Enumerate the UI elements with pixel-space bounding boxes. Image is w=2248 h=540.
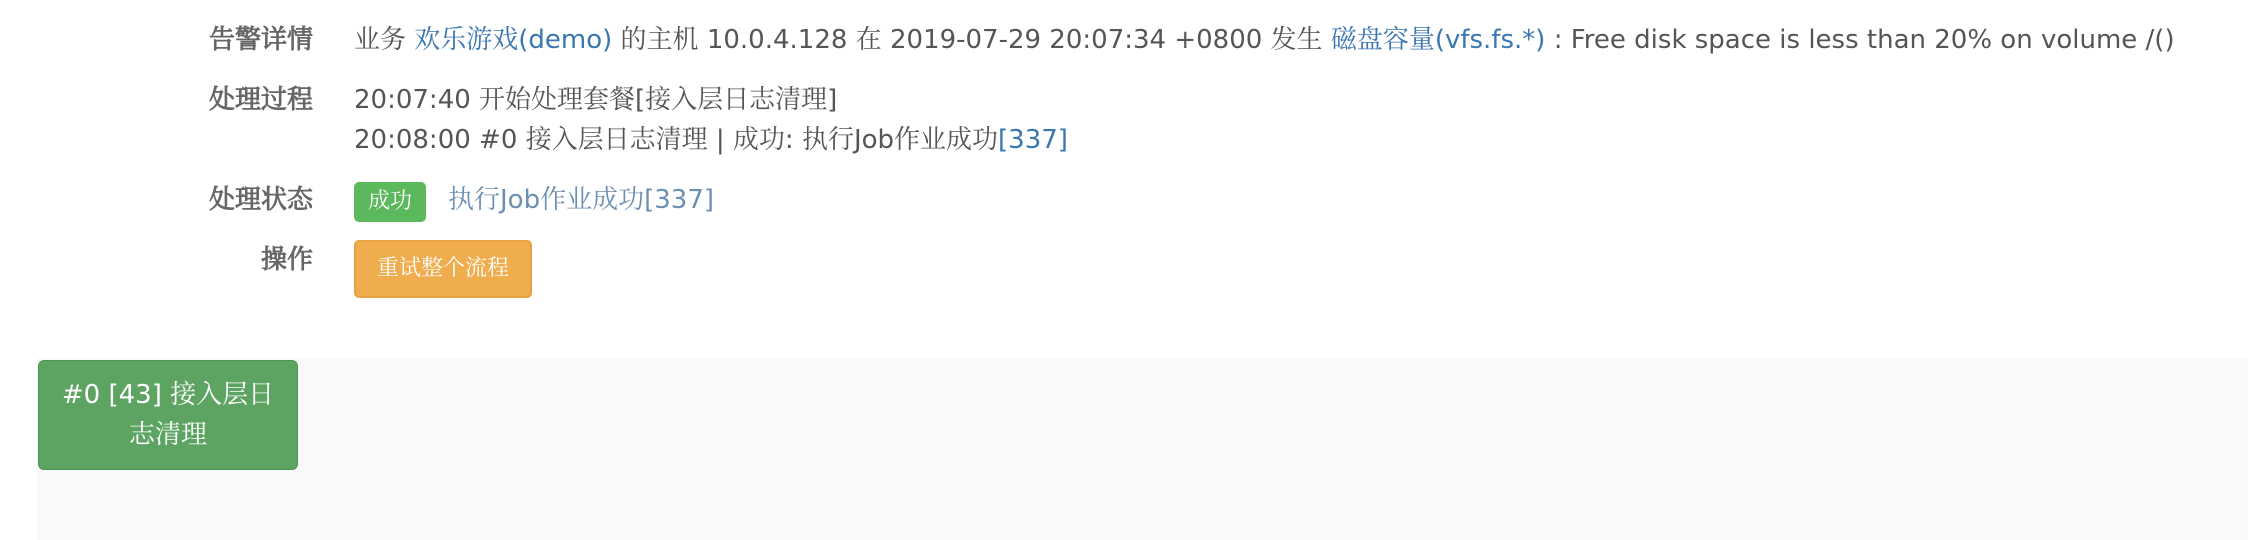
alert-host-text: 的主机 10.0.4.128 在 2019-07-29 20:07:34 +0800 发生 bbox=[612, 25, 1331, 55]
process-label: 处理过程 bbox=[208, 85, 313, 115]
retry-flow-button[interactable]: 重试整个流程 bbox=[354, 240, 532, 298]
status-label: 处理状态 bbox=[208, 185, 313, 215]
action-label: 操作 bbox=[260, 245, 313, 275]
process-line-2-text: 20:08:00 #0 接入层日志清理 | 成功: 执行Job作业成功 bbox=[354, 125, 999, 155]
process-line-1: 20:07:40 开始处理套餐[接入层日志清理] bbox=[354, 85, 838, 115]
business-link[interactable]: 欢乐游戏(demo) bbox=[414, 25, 613, 55]
status-job-link[interactable]: 执行Job作业成功[337] bbox=[448, 185, 715, 215]
alert-detail-value bbox=[354, 20, 2175, 60]
flow-node[interactable]: #0 [43] 接入层日志清理 bbox=[38, 360, 298, 470]
metric-link[interactable]: 磁盘容量(vfs.fs.*) bbox=[1330, 25, 1546, 55]
alert-message: : Free disk space is less than 20% on volume /() bbox=[1545, 25, 2175, 55]
status-badge: 成功 bbox=[354, 182, 426, 222]
flow-canvas bbox=[37, 358, 2248, 540]
status-row bbox=[0, 180, 714, 220]
alert-detail-label: 告警详情 bbox=[208, 25, 313, 55]
status-value bbox=[354, 180, 714, 220]
action-value bbox=[354, 240, 532, 298]
job-instance-link[interactable]: [337] bbox=[998, 125, 1068, 155]
alert-detail-row bbox=[0, 20, 2175, 60]
process-line-2 bbox=[354, 120, 1068, 160]
process-value bbox=[354, 80, 1068, 160]
alert-detail-prefix: 业务 bbox=[354, 25, 415, 55]
action-row bbox=[0, 240, 532, 298]
process-row bbox=[0, 80, 1068, 160]
